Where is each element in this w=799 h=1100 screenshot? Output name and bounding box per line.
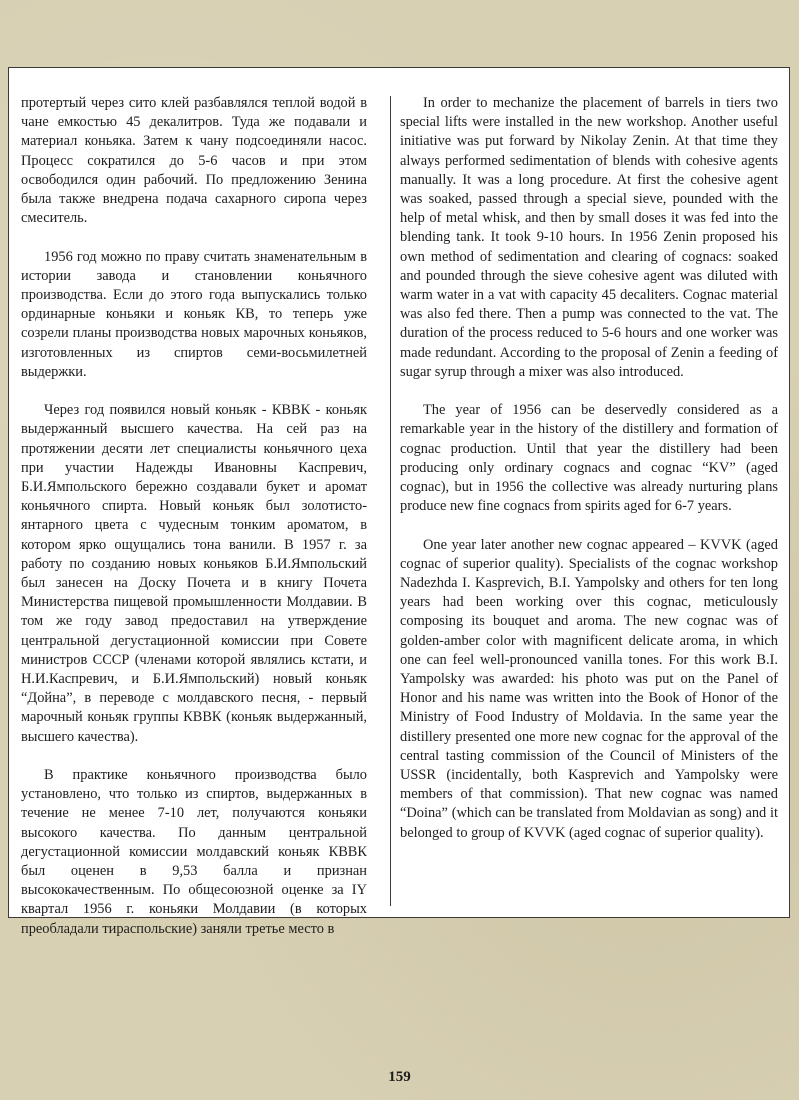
paragraph: One year later another new cognac appeared – KVVK (aged cognac of superior quality). Specialists of the cognac workshop Nadezhda I. Kasprevich, B.I. Yampolsky and others for ten long years had been working over this cognac, meticulously composing its bouquet and aroma. The new cognac was of golden-amber color with magnificent delicate aroma, in which one can feel well-pronounced vanilla tones. For this work B.I. Yampolsky was awarded: his photo was put on the Panel of Honor and his name was written into the Book of Honor of the Ministry of Food Industry of Moldavia. In the same year the distillery presented one more new cognac for the approval of the central tasting commission of the Council of Ministers of the USSR (incidentally, both Kasprevich and Yampolsky were members of that commission). That new cognac was named “Doina” (which can be translated from Moldavian as song) and it belonged to group of KVVK (aged cognac of superior quality). <box>400 536 778 841</box>
paragraph: Через год появился новый коньяк - КВВК - коньяк выдержанный высшего качества. На сей раз на протяжении десяти лет специалисты коньячного цеха при участии Надежды Ивановны Каспревич, Б.И.Ямпольского бережно создавали букет и аромат коньячного спирта. Новый коньяк был золотисто-янтарного цвета с чудесным тонким ароматом, в котором ярко ощущались тона ванили. В 1957 г. за работу по созданию новых коньяков Б.И.Ямпольский был занесен на Доску Почета и в книгу Почета Министерства пищевой промышленности Молдавии. В том же году завод предоставил на утверждение центральной дегустационной комиссии при Совете министров СССР (членами которой являлись кстати, и Н.И.Каспревич, и Б.И.Ямпольский) новый коньяк “Дойна”, в переводе с молдавского песня, - первый марочный коньяк группы КВВК (коньяк выдержанный, высшего качества). <box>21 402 367 745</box>
paragraph: В практике коньячного производства было установлено, что только из спиртов, выдержанных в течение не менее 7-10 лет, получаются коньяки высокого качества. По данным центральной дегустационной комиссии молдавский коньяк КВВК был оценен в 9,53 балла и признан высококачественным. По общесоюзной оценке за IY квартал 1956 г. коньяки Молдавии (в которых преобладали тираспольские) заняли третье место в <box>21 767 367 937</box>
paragraph: In order to mechanize the placement of barrels in tiers two special lifts were installed in the new workshop. Another useful initiative was put forward by Nikolay Zenin. At that time they always performed sedimentation of blends with cohesive agents manually. It was a long procedure. At first the cohesive agent was soaked, passed through a special sieve, pounded with the help of metal whisk, and then by small doses it was fed into the blending tank. It took 9-10 hours. In 1956 Zenin proposed his own method of sedimentation and clearing of cognacs: soaked and pounded through the sieve cohesive agent was diluted with warm water in a vat with capacity 45 decaliters. Cognac material was also fed there. Then a pump was connected to the vat. The duration of the process reduced to 5-6 hours and one worker was made redundant. According to the proposal of Zenin a feeding of sugar syrup through a mixer was also introduced. <box>400 95 778 380</box>
paragraph: 1956 год можно по праву считать знаменательным в истории завода и становлении коньячного производства. Если до этого года выпускались только ординарные коньяки и коньяк КВ, то теперь уже созрели планы производства новых марочных коньяков, изготовленных из спиртов семи-восьмилетней выдержки. <box>21 248 367 380</box>
russian-column <box>21 94 367 958</box>
paragraph: протертый через сито клей разбавлялся теплой водой в чане емкостью 45 декалитров. Туда же подавали и материал коньяка. Затем к чану подсоединяли насос. Процесс сократился до 5-6 часов и при этом освободился один рабочий. По предложению Зенина была также внедрена подача сахарного сиропа через смеситель. <box>21 95 367 227</box>
english-column <box>400 94 778 862</box>
page-number: 159 <box>388 1069 411 1085</box>
column-divider <box>390 96 391 906</box>
text-panel <box>8 67 790 937</box>
paragraph: The year of 1956 can be deservedly considered as a remarkable year in the history of the distillery and formation of cognac production. Until that year the distillery had been producing only ordinary cognacs and cognac “KV” (aged cognac), but in 1956 the collective was already nurturing plans produce new fine cognacs from spirits aged for 6-7 years. <box>400 402 778 515</box>
